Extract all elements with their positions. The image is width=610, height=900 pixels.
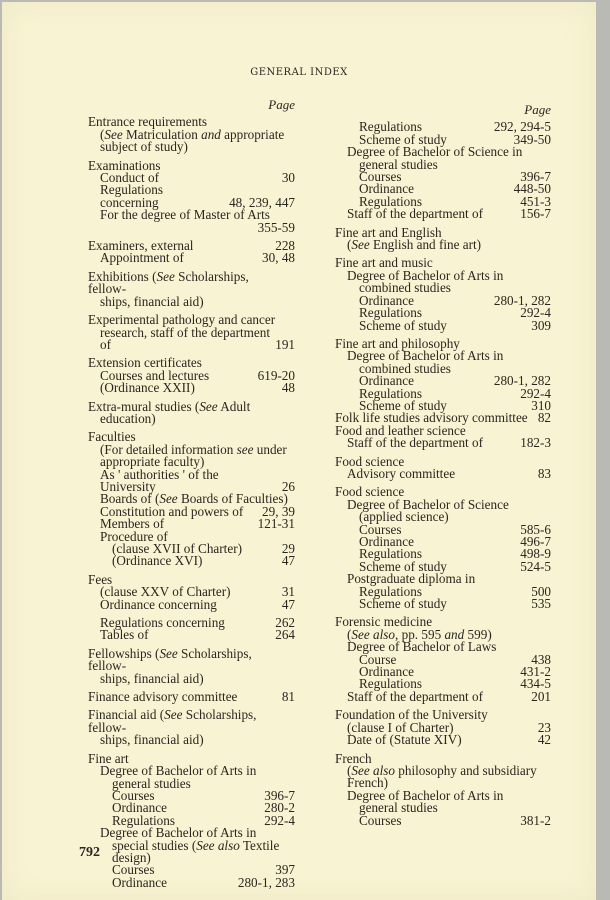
page-column-label: Page <box>268 97 295 112</box>
entry-page: 381-2 <box>520 812 551 828</box>
index-entry <box>335 688 551 704</box>
entry-text: Courses <box>359 812 402 828</box>
entry-text: Examiners, external <box>88 238 194 254</box>
entry-text: (Ordinance XXII) <box>100 380 195 396</box>
index-entry <box>88 709 295 734</box>
entry-text: Degree of Bachelor of Arts in <box>100 825 257 841</box>
index-entry <box>335 465 551 481</box>
entry-page: 48, 239, 447 <box>229 194 295 210</box>
entry-text: ships, financial aid) <box>100 293 204 309</box>
index-entry <box>88 734 295 746</box>
entry-page: 29, 39 <box>262 503 295 519</box>
entry-page: 48 <box>281 380 295 396</box>
entry-text: Appointment of <box>100 250 184 266</box>
right-column <box>335 104 551 827</box>
entry-page: 524-5 <box>520 558 551 574</box>
entry-text: Courses <box>112 862 155 878</box>
entry-text: Extension certificates <box>88 355 202 371</box>
entry-text: (See English and fine art) <box>347 237 482 253</box>
page-number: 792 <box>79 845 100 860</box>
index-page <box>2 2 596 900</box>
entry-page: 292, 294-5 <box>493 119 551 135</box>
entry-text: (See Matriculation and appropriate <box>100 126 285 142</box>
entry-text: Ordinance <box>112 874 167 890</box>
entry-text: Courses <box>359 521 402 537</box>
index-entry <box>335 734 551 746</box>
entry-text: Extra-mural studies (See Adult <box>88 398 251 414</box>
entry-page: 262 <box>275 615 295 631</box>
entry-text: Regulations <box>112 812 176 828</box>
entry-text: Experimental pathology and cancer <box>88 312 276 328</box>
entry-text: Conduct of <box>100 170 159 186</box>
entry-text: Boards of (See Boards of Faculties) <box>100 491 288 507</box>
entry-text: ships, financial aid) <box>100 732 204 748</box>
index-entry <box>88 629 295 641</box>
entry-text: Ordinance concerning <box>100 596 217 612</box>
entry-text: Food and leather science <box>335 422 466 438</box>
index-entry <box>88 466 295 494</box>
entry-text: special studies (See also Textile design) <box>112 837 280 865</box>
entry-text: Fellowships (See Scholarships, fellow- <box>88 645 252 674</box>
entry-page: 496-7 <box>520 534 551 549</box>
entry-text: Regulations <box>359 305 423 321</box>
index-entry <box>335 208 551 220</box>
entry-page: 397 <box>275 862 295 878</box>
entry-page: 585-6 <box>520 521 551 537</box>
index-entry <box>335 239 551 251</box>
entry-page: 292-4 <box>520 305 551 321</box>
entry-text: Constitution and powers of <box>100 503 244 519</box>
entry-text: Scheme of study <box>359 596 447 612</box>
entry-page: 121-31 <box>257 516 295 532</box>
entry-text: education) <box>100 410 156 426</box>
entry-text: general studies <box>359 800 438 816</box>
entry-text: Ordinance <box>359 534 414 549</box>
entry-text: (applied science) <box>359 509 449 525</box>
entry-page: 191 <box>275 336 295 352</box>
entry-text: (See also, pp. 595 and 599) <box>347 626 492 642</box>
entry-text: Ordinance <box>112 800 167 816</box>
entry-text: Scheme of study <box>359 317 447 333</box>
entry-text: Exhibitions (See Scholarships, fellow- <box>88 268 249 297</box>
entry-text: Regulations <box>359 119 423 135</box>
entry-text: Regulations <box>359 193 423 209</box>
entry-text: (Ordinance XVI) <box>112 553 203 569</box>
entry-page: 431-2 <box>520 664 551 680</box>
entry-page: 264 <box>275 627 295 643</box>
entry-page: 500 <box>531 583 551 599</box>
entry-text: Degree of Bachelor of Laws <box>347 639 497 655</box>
entry-text: Scheme of study <box>359 131 447 147</box>
entry-text: Procedure of <box>100 528 168 544</box>
entry-text: Regulations <box>359 546 423 562</box>
entry-text: (clause XXV of Charter) <box>100 584 231 600</box>
entry-text: French) <box>347 775 389 791</box>
entry-page: 619-20 <box>257 367 295 383</box>
entry-page: 83 <box>537 465 551 481</box>
entry-text: Food science <box>335 484 405 500</box>
entry-text: Finance advisory committee <box>88 689 238 705</box>
entry-text: Degree of Bachelor of Arts in <box>347 267 504 283</box>
entry-page: 81 <box>281 689 295 705</box>
entry-page: 42 <box>537 732 551 748</box>
entry-page: 23 <box>537 719 551 735</box>
entry-page: 434-5 <box>520 676 551 692</box>
entry-text: general studies <box>112 775 191 791</box>
entry-text: For the degree of Master of Arts <box>100 207 270 223</box>
entry-page: 280-1, 282 <box>493 292 551 308</box>
entry-page: 26 <box>281 478 295 494</box>
entry-text: Fine art and music <box>335 255 433 271</box>
index-entry <box>88 219 295 235</box>
page-title: GENERAL INDEX <box>250 67 348 78</box>
entry-page: 292-4 <box>520 385 551 401</box>
page-column-label: Page <box>524 102 551 117</box>
entry-text: Tables of <box>100 627 149 643</box>
entry-text: Degree of Bachelor of Arts in <box>347 348 504 364</box>
index-entry <box>88 252 295 264</box>
entry-text: Food science <box>335 453 405 469</box>
entry-text: Fine art <box>88 750 129 766</box>
index-entry <box>88 645 295 674</box>
entry-text: Fees <box>88 571 113 587</box>
entry-page: 182-3 <box>520 435 551 451</box>
entry-text: (clause I of Charter) <box>347 719 454 735</box>
index-entry <box>88 874 295 890</box>
entry-text: Ordinance <box>359 181 414 197</box>
index-entry <box>88 293 295 309</box>
entry-page: 30 <box>281 170 295 186</box>
entry-page: 310 <box>531 397 551 413</box>
entry-text: Course <box>359 651 397 667</box>
index-entry <box>88 336 295 352</box>
entry-text: Regulations concerning <box>100 615 225 631</box>
entry-text: Regulations concerning <box>100 182 164 210</box>
entry-text: Forensic medicine <box>335 614 433 630</box>
entry-text: (clause XVII of Charter) <box>112 541 242 556</box>
index-entry <box>88 268 295 297</box>
entry-text: Ordinance <box>359 664 414 680</box>
entry-text: Examinations <box>88 157 161 173</box>
entry-text: Degree of Bachelor of Arts in <box>347 787 504 803</box>
entry-text: ships, financial aid) <box>100 670 204 686</box>
entry-text: Regulations <box>359 583 423 599</box>
entry-text: Courses <box>359 169 402 185</box>
index-entry <box>88 837 295 865</box>
entry-page: 355-59 <box>257 219 295 235</box>
entry-text: combined studies <box>359 280 451 296</box>
entry-text: Scheme of study <box>359 558 447 574</box>
entry-text: Staff of the department of <box>347 688 483 704</box>
entry-page: 448-50 <box>513 181 551 197</box>
entry-page: 396-7 <box>264 787 295 803</box>
entry-text: Courses <box>112 787 155 803</box>
index-entry <box>88 555 295 567</box>
entry-text: Members of <box>100 516 165 532</box>
entry-page: 396-7 <box>520 169 551 185</box>
entry-text: French <box>335 750 372 766</box>
entry-text: Entrance requirements <box>88 114 207 130</box>
entry-text: Staff of the department of <box>347 435 483 451</box>
entry-text: Financial aid (See Scholarships, fellow- <box>88 707 257 735</box>
entry-page: 451-3 <box>520 193 551 209</box>
entry-text: Courses and lectures <box>100 367 210 383</box>
entry-page: 498-9 <box>520 546 551 562</box>
entry-page: 29 <box>281 541 295 556</box>
index-entry <box>335 317 551 333</box>
entry-text: (See also philosophy and subsidiary <box>347 762 537 778</box>
index-entry <box>88 382 295 394</box>
entry-text: Advisory committee <box>347 465 456 481</box>
entry-page: 438 <box>531 651 551 667</box>
entry-text: Faculties <box>88 429 136 445</box>
entry-page: 535 <box>531 596 551 612</box>
entry-text: Degree of Bachelor of Arts in <box>100 763 257 779</box>
entry-page: 280-1, 282 <box>493 373 551 389</box>
entry-text: general studies <box>359 156 438 172</box>
entry-page: 280-1, 283 <box>237 874 295 890</box>
entry-page: 156-7 <box>520 206 551 222</box>
entry-page: 201 <box>531 688 551 704</box>
index-entry <box>88 324 295 340</box>
entry-text: Date of (Statute XIV) <box>347 732 462 748</box>
left-column <box>88 99 295 889</box>
entry-text: Folk life studies advisory committee <box>335 410 528 426</box>
entry-text: Ordinance <box>359 292 414 308</box>
entry-text: Ordinance <box>359 373 414 389</box>
entry-text: Degree of Bachelor of Science <box>347 496 509 512</box>
entry-text: of <box>100 336 111 352</box>
index-entry <box>335 812 551 828</box>
index-entry <box>88 410 295 426</box>
index-entry <box>335 437 551 449</box>
index-entry <box>88 691 295 703</box>
entry-text: Postgraduate diploma in <box>347 571 476 587</box>
entry-page: 30, 48 <box>262 250 295 266</box>
entry-page: 349-50 <box>513 131 551 147</box>
entry-page: 292-4 <box>264 812 295 828</box>
entry-page: 228 <box>275 238 295 254</box>
left-entries <box>88 116 295 889</box>
index-entry <box>88 141 295 153</box>
entry-text: subject of study) <box>100 139 188 155</box>
index-entry <box>88 596 295 612</box>
entry-text: (For detailed information see under <box>100 441 287 457</box>
index-entry <box>335 598 551 610</box>
entry-text: Regulations <box>359 385 423 401</box>
entry-text: Degree of Bachelor of Science in <box>347 144 523 160</box>
entry-text: combined studies <box>359 360 451 376</box>
entry-page: 47 <box>281 553 295 569</box>
index-entry <box>88 670 295 686</box>
entry-page: 31 <box>281 584 295 600</box>
entry-text: Regulations <box>359 676 423 692</box>
entry-text: Fine art and philosophy <box>335 335 460 351</box>
right-entries <box>335 121 551 827</box>
entry-text: As ' authorities ' of the University <box>100 466 219 494</box>
entry-text: appropriate faculty) <box>100 454 205 470</box>
index-entry <box>88 184 295 209</box>
entry-text: Foundation of the University <box>335 707 488 723</box>
entry-page: 309 <box>531 317 551 333</box>
entry-page: 280-2 <box>264 800 295 816</box>
entry-text: Scheme of study <box>359 397 447 413</box>
entry-text: research, staff of the department <box>100 324 271 340</box>
entry-text: Staff of the department of <box>347 206 483 222</box>
entry-page: 82 <box>537 410 551 426</box>
entry-text: Fine art and English <box>335 224 442 240</box>
entry-page: 47 <box>281 596 295 612</box>
